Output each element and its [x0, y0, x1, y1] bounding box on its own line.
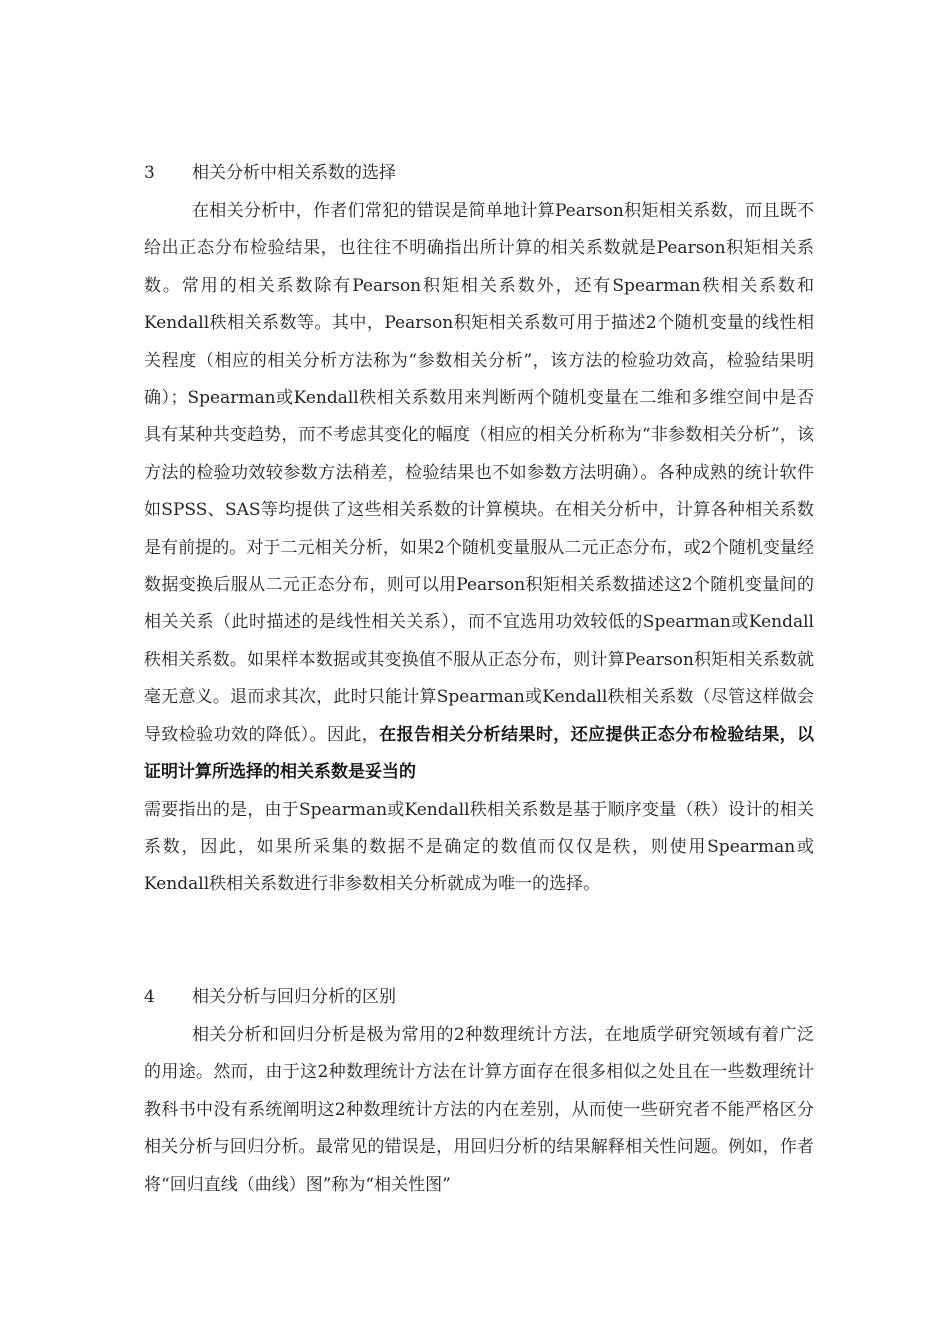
section-4-paragraph	[144, 1017, 814, 1204]
section-4-heading	[144, 985, 396, 1009]
section-number: 3	[144, 163, 155, 183]
section-number: 4	[144, 987, 155, 1007]
section-3-heading	[144, 161, 396, 185]
section-title: 相关分析中相关系数的选择	[192, 163, 396, 183]
bold-emphasis-text: 在报告相关分析结果时，还应提供正态分布检验结果，以证明计算所选择的相关系数是妥当的	[144, 724, 815, 783]
paragraph-text: 在相关分析中，作者们常犯的错误是简单地计算Pearson积矩相关系数，而且既不给出正态分布检验结果，也往往不明确指出所计算的相关系数就是Pearson积矩相关系数。常用的相关系数除有Pearson积矩相关系数外，还有Spearman秩相关系数和Kendall秩相关系数等。其中，Pearson积矩相关系数可用于描述2个随机变量的线性相关程度（相应的相关分析方法称为“参数相关分析”，该方法的检验功效高，检验结果明确）；Spearman或Kendall秩相关系数用来判断两个随机变量在二维和多维空间中是否具有某种共变趋势，而不考虑其变化的幅度（相应的相关分析称为“非参数相关分析”，该方法的检验功效较参数方法稍差，检验结果也不如参数方法明确）。各种成熟的统计软件如SPSS、SAS等均提供了这些相关系数的计算模块。在相关分析中，计算各种相关系数是有前提的。对于二元相关分析，如果2个随机变量服从二元正态分布，或2个随机变量经数据变换后服从二元正态分布，则可以用Pearson积矩相关系数描述这2个随机变量间的相关关系（此时描述的是线性相关关系），而不宜选用功效较低的Spearman或Kendall秩相关系数。如果样本数据或其变换值不服从正态分布，则计算Pearson积矩相关系数就毫无意义。退而求其次，此时只能计算Spearman或Kendall秩相关系数（尽管这样做会导致检验功效的降低）。因此，	[144, 201, 814, 745]
section-title: 相关分析与回归分析的区别	[192, 987, 396, 1007]
paragraph-text-continued: 需要指出的是，由于Spearman或Kendall秩相关系数是基于顺序变量（秩）设计的相关系数，因此，如果所采集的数据不是确定的数值而仅仅是秩，则使用Spearman或Kendall秩相关系数进行非参数相关分析就成为唯一的选择。	[144, 799, 814, 895]
paragraph-text: 相关分析和回归分析是极为常用的2种数理统计方法，在地质学研究领域有着广泛的用途。然而，由于这2种数理统计方法在计算方面存在很多相似之处且在一些数理统计教科书中没有系统阐明这2种数理统计方法的内在差别，从而使一些研究者不能严格区分相关分析与回归分析。最常见的错误是，用回归分析的结果解释相关性问题。例如，作者将“回归直线（曲线）图”称为“相关性图”	[144, 1025, 814, 1195]
section-3-paragraph	[144, 193, 814, 904]
